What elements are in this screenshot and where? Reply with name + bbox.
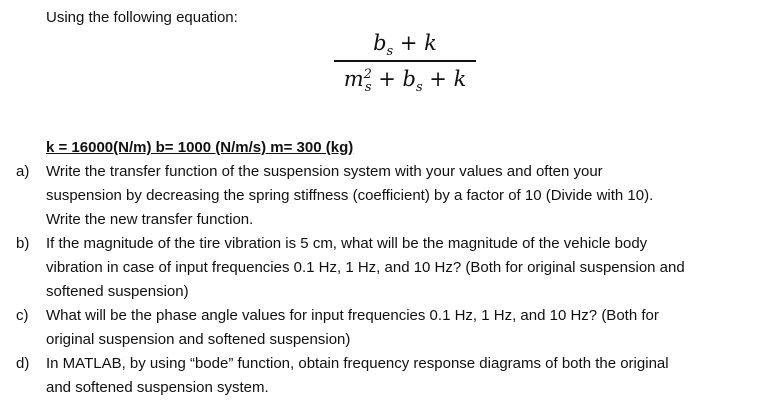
denominator-superscript: 2 — [363, 66, 372, 82]
question-marker: b) — [16, 235, 30, 252]
numerator-rest: + k — [393, 31, 437, 55]
denominator-subscript: s — [364, 79, 372, 95]
fraction-bar — [334, 60, 476, 62]
question-text: In MATLAB, by using “bode” function, obtain frequency response diagrams of both the original and softened suspension system. — [46, 355, 669, 396]
parameter-values: k = 16000(N/m) b= 1000 (N/m/s) m= 300 (kg) — [46, 139, 354, 156]
question-marker: c) — [16, 307, 29, 324]
denominator-base: m — [343, 66, 364, 91]
question-text: If the magnitude of the tire vibration is 5 cm, what will be the magnitude of the vehicle body vibration in case of input frequencies 0.1 Hz, 1 Hz, and 10 Hz? (Both for original suspension and softened suspension) — [46, 235, 685, 300]
question-marker: a) — [16, 163, 30, 180]
question-marker: d) — [16, 355, 30, 372]
question-list — [0, 160, 769, 400]
equation-denominator — [330, 66, 480, 95]
intro-text: Using the following equation: — [46, 9, 238, 26]
question-item-a — [0, 160, 769, 232]
question-text: What will be the phase angle values for input frequencies 0.1 Hz, 1 Hz, and 10 Hz? (Both for original suspension and softened suspension) — [46, 307, 659, 348]
question-item-c — [0, 304, 769, 352]
numerator-subscript: s — [386, 44, 394, 60]
denominator-middle: + b — [371, 66, 416, 91]
denominator-rest: + k — [422, 66, 467, 91]
equation-numerator — [330, 30, 480, 60]
question-text: Write the transfer function of the suspension system with your values and often your suspension by decreasing the spring stiffness (coefficient) by a factor of 10 (Divide with 10). Write the new transfer function. — [46, 163, 654, 228]
question-item-d — [0, 352, 769, 400]
transfer-function-equation — [330, 30, 480, 95]
numerator-base: b — [373, 31, 387, 55]
denominator-subscript-2: s — [415, 79, 423, 95]
question-item-b — [0, 232, 769, 304]
